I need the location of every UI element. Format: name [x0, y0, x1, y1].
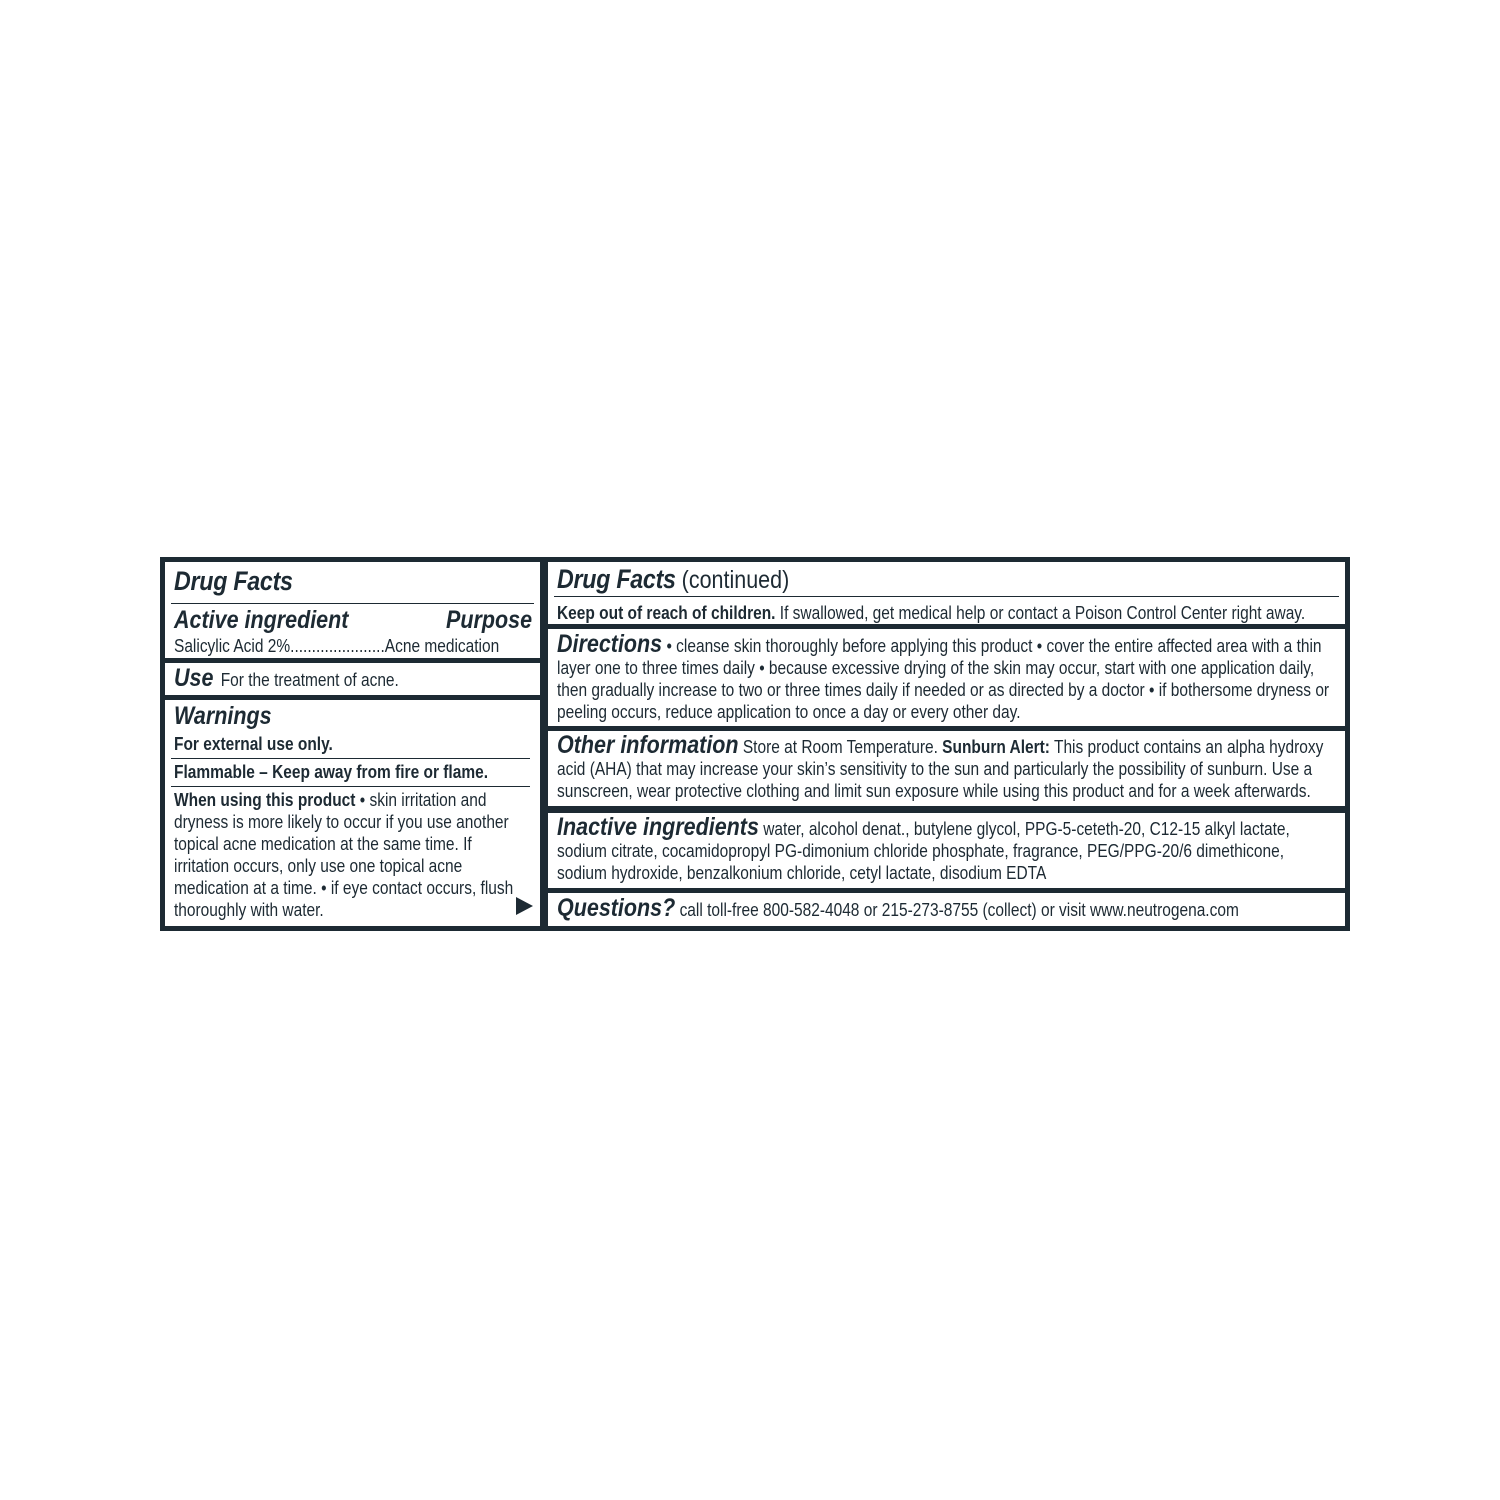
continued-section: [548, 562, 1345, 624]
active-ingredient-row: Salicylic Acid 2%......................Acne medication: [174, 636, 500, 656]
when-using-heading: When using this product: [174, 790, 356, 810]
warnings-section: [165, 700, 540, 926]
other-text-1: Store at Room Temperature.: [738, 737, 943, 757]
flammable-text: Flammable – Keep away from fire or flame.: [174, 762, 489, 782]
right-triangle-icon: [516, 897, 533, 915]
warnings-heading: Warnings: [174, 702, 272, 730]
use-section: [165, 663, 540, 695]
keep-out-heading: Keep out of reach of children.: [557, 603, 776, 623]
active-ingredient-section: [165, 562, 540, 658]
use-text: For the treatment of acne.: [220, 670, 399, 690]
when-using-text: • skin irritation and dryness is more likely to occur if you use another topical acne medication at the same time. If irritation occurs, only use one topical acne medication at a time. • if eye contact occurs, flush thoroughly with water.: [174, 790, 514, 920]
directions-heading: Directions: [557, 630, 663, 658]
questions-text: call toll-free 800-582-4048 or 215-273-8755 (collect) or visit www.neutrogena.com: [675, 900, 1239, 920]
directions-text: • cleanse skin thoroughly before applying this product • cover the entire affected area with a thin layer one to three times daily • because excessive drying of the skin may occur, start with one application daily, then gradually increase to two or three times daily if needed or as directed by a doctor • if bothersome dryness or peeling occurs, reduce application to once a day or every other day.: [557, 636, 1330, 722]
directions-section: [548, 629, 1345, 726]
questions-heading: Questions?: [557, 894, 676, 922]
other-information-heading: Other information: [557, 731, 739, 759]
inactive-ingredients-heading: Inactive ingredients: [557, 813, 759, 841]
drug-facts-title: Drug Facts: [174, 566, 293, 596]
use-heading: Use: [174, 664, 214, 692]
inactive-ingredients-section: [548, 813, 1345, 888]
inactive-ingredients-text: water, alcohol denat., butylene glycol, PPG-5-ceteth-20, C12-15 alkyl lactate, sodium citrate, cocamidopropyl PG-dimonium chloride phosphate, fragrance, PEG/PPG-20/6 dimethicone, sodium hydroxide, benzalkonium chloride, cetyl lactate, disodium EDTA: [557, 819, 1290, 883]
when-using-paragraph: [174, 789, 528, 921]
external-use-text: For external use only.: [174, 734, 333, 754]
drug-facts-label: [160, 557, 1350, 931]
questions-section: [548, 893, 1345, 926]
active-ingredient-heading: Active ingredient: [174, 606, 349, 634]
keep-out-text: If swallowed, get medical help or contact a Poison Control Center right away.: [775, 603, 1306, 623]
directions-paragraph: [557, 630, 1338, 723]
sunburn-alert-heading: Sunburn Alert:: [942, 737, 1050, 757]
continued-title: Drug Facts: [557, 564, 676, 594]
purpose-heading: Purpose: [446, 606, 533, 634]
other-information-paragraph: [557, 731, 1338, 802]
other-information-section: [548, 731, 1345, 806]
continued-label: (continued): [675, 566, 790, 594]
inactive-ingredients-paragraph: [557, 813, 1338, 884]
other-text-2: This product contains an alpha hydroxy acid (AHA) that may increase your skin’s sensitivity to the sun and particularly the possibility of sunburn. Use a sunscreen, wear protective clothing and limit sun exposure while using this product and for a week afterwards.: [557, 737, 1324, 801]
